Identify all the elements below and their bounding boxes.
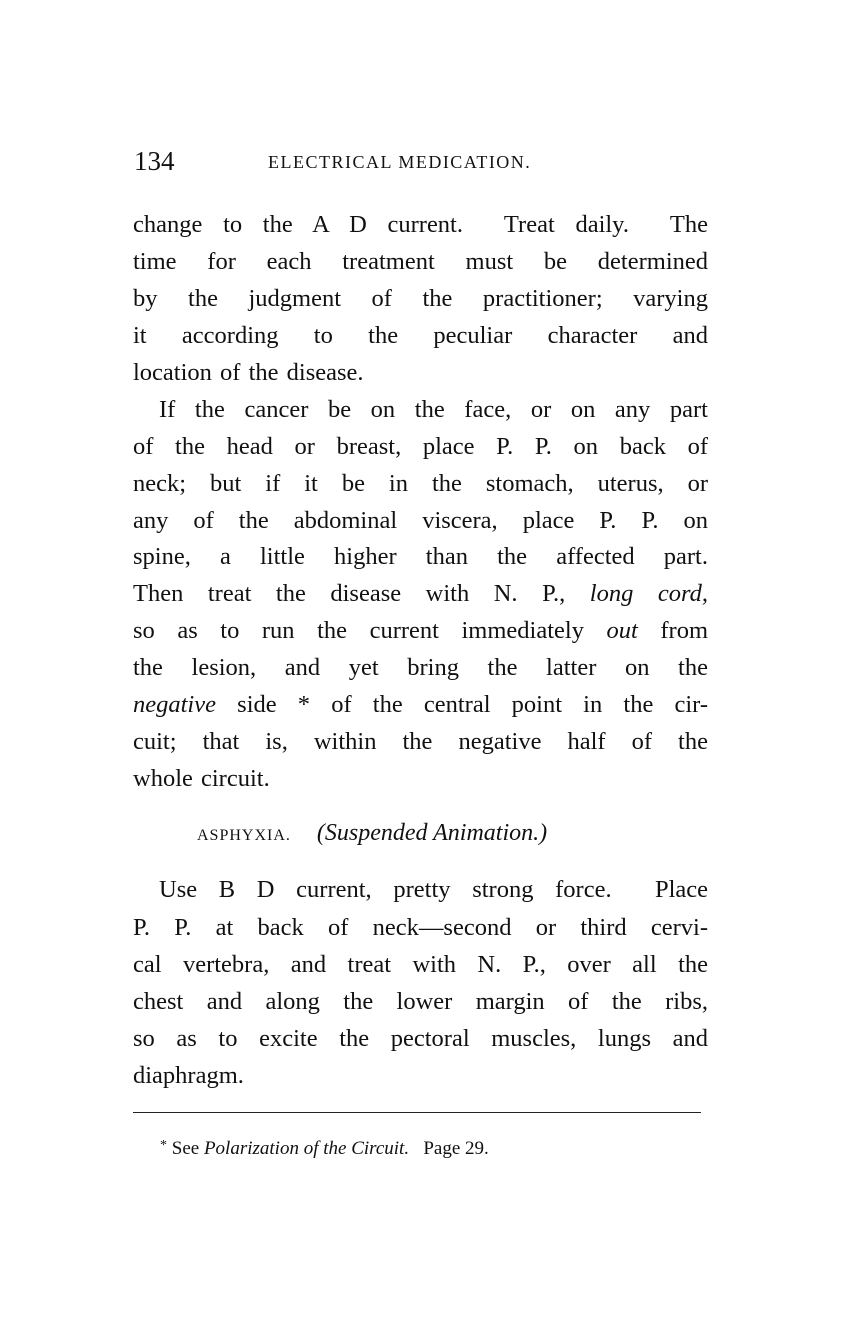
text-line — [133, 987, 708, 1017]
footnote-page: Page 29. — [423, 1138, 489, 1159]
text-line — [133, 542, 708, 572]
text-segment: If the cancer be on the face, or on any part — [159, 396, 708, 423]
text-line — [133, 506, 708, 536]
text-segment: any of the abdominal viscera, place P. P. on — [133, 507, 708, 534]
text-segment: cuit; that is, within the negative half of the — [133, 728, 708, 755]
text-segment: from — [637, 617, 708, 644]
text-line — [159, 395, 708, 425]
text-line — [133, 653, 708, 683]
footnote-see: See — [171, 1138, 200, 1159]
text-line — [133, 913, 708, 943]
text-line — [133, 321, 708, 351]
italic-text: out — [606, 617, 638, 644]
text-line — [133, 284, 708, 314]
text-line — [133, 764, 708, 794]
text-segment: change to the A D current. Treat daily. The — [133, 211, 708, 238]
text-segment: so as to run the current immediately — [133, 617, 607, 644]
text-line — [133, 247, 708, 277]
text-line — [133, 432, 708, 462]
text-segment: of the head or breast, place P. P. on back of — [133, 433, 708, 460]
text-segment: by the judgment of the practitioner; varying — [133, 285, 708, 312]
text-segment: spine, a little higher than the affected part. — [133, 543, 708, 570]
text-line — [133, 358, 708, 388]
text-segment: Then treat the disease with N. P., — [133, 580, 590, 607]
section-subtitle: (Suspended Animation.) — [316, 820, 548, 846]
italic-text: negative — [133, 691, 216, 718]
text-line — [133, 690, 708, 720]
footnote-divider — [133, 1112, 701, 1113]
text-line — [133, 616, 708, 646]
text-segment: chest and along the lower margin of the ribs, — [133, 988, 708, 1015]
text-line — [133, 210, 708, 240]
text-line — [133, 1024, 708, 1054]
footnote-reference: Polarization of the Circuit. — [203, 1138, 410, 1159]
running-title: ELECTRICAL MEDICATION. — [268, 152, 532, 172]
text-segment: so as to excite the pectoral muscles, lungs and — [133, 1025, 708, 1052]
section-title: ASPHYXIA. — [197, 827, 291, 844]
text-line — [133, 579, 708, 609]
text-line — [133, 1061, 708, 1091]
text-segment: P. P. at back of neck—second or third cervi- — [133, 914, 708, 941]
footnote — [160, 1138, 489, 1160]
text-line — [133, 727, 708, 757]
text-line — [133, 950, 708, 980]
section-heading — [197, 820, 547, 847]
italic-text: long cord, — [589, 580, 708, 607]
text-segment: side * of the central point in the cir- — [216, 691, 708, 718]
text-segment: location of the disease. — [133, 359, 364, 386]
text-segment: whole circuit. — [133, 765, 270, 792]
text-line — [159, 875, 708, 905]
page-number: 134 — [134, 146, 175, 176]
text-segment: cal vertebra, and treat with N. P., over all the — [133, 951, 708, 978]
text-segment: Use B D current, pretty strong force. Place — [159, 876, 708, 903]
text-segment: the lesion, and yet bring the latter on the — [133, 654, 708, 681]
text-segment: time for each treatment must be determined — [133, 248, 708, 275]
text-segment: neck; but if it be in the stomach, uterus, or — [133, 470, 708, 497]
footnote-marker: * — [160, 1138, 167, 1153]
text-line — [133, 469, 708, 499]
text-segment: it according to the peculiar character and — [133, 322, 708, 349]
text-segment: diaphragm. — [133, 1062, 244, 1089]
